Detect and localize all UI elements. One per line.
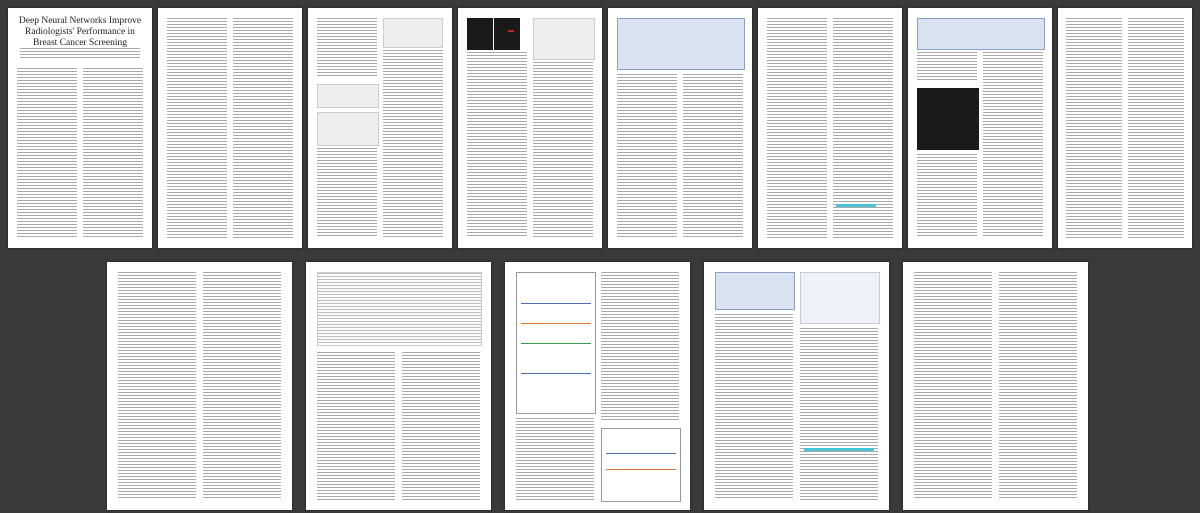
text-column-left xyxy=(516,418,594,500)
references-column-left xyxy=(914,272,992,500)
text-column-left xyxy=(317,18,377,78)
page-9[interactable] xyxy=(107,262,292,510)
text-column-left xyxy=(167,18,227,238)
abstract-column xyxy=(17,68,77,238)
text-column-right xyxy=(601,272,679,422)
text-column-left xyxy=(617,74,677,238)
page-4[interactable] xyxy=(458,8,602,248)
figure-image-icon xyxy=(917,88,979,150)
text-column-left xyxy=(118,272,196,500)
table xyxy=(317,84,379,108)
text-column-right xyxy=(1128,18,1184,238)
diagram-icon xyxy=(533,18,595,60)
lesion-marker xyxy=(508,30,514,32)
page-1[interactable] xyxy=(8,8,152,248)
diagram-icon xyxy=(917,18,1045,50)
text-column-right xyxy=(233,18,293,238)
page-10[interactable] xyxy=(306,262,491,510)
text-column-right xyxy=(533,62,593,238)
text-column-left xyxy=(917,52,977,82)
page-13[interactable] xyxy=(903,262,1088,510)
page-11[interactable] xyxy=(505,262,690,510)
author-list xyxy=(20,48,140,60)
text-column-left-lower xyxy=(917,154,977,238)
text-column-left xyxy=(715,314,793,500)
page-6[interactable] xyxy=(758,8,902,248)
references-column-right xyxy=(999,272,1077,500)
text-column-right xyxy=(383,50,443,238)
equation-column xyxy=(767,18,827,238)
figure-image-icon xyxy=(467,18,493,50)
text-column-right xyxy=(203,272,281,500)
chart-icon xyxy=(516,272,596,414)
figure-image-icon xyxy=(317,112,379,146)
scatter-plot-icon xyxy=(800,272,880,324)
text-column-right xyxy=(402,352,480,500)
diagram-icon xyxy=(617,18,745,70)
paper-title: Deep Neural Networks Improve Radiologists' Performance in Breast Cancer Screening xyxy=(18,16,142,48)
figure-image-icon xyxy=(715,272,795,310)
highlight xyxy=(804,448,874,451)
results-table xyxy=(317,272,482,346)
highlight xyxy=(836,204,876,207)
page-3[interactable] xyxy=(308,8,452,248)
text-column-left xyxy=(1066,18,1122,238)
figure-image-icon xyxy=(494,18,520,50)
text-column-right xyxy=(983,52,1043,238)
figure-image-icon xyxy=(383,18,443,48)
text-column-left xyxy=(467,52,527,238)
page-12[interactable] xyxy=(704,262,889,510)
text-column-right xyxy=(683,74,743,238)
page-2[interactable] xyxy=(158,8,302,248)
text-column-right xyxy=(800,328,878,500)
page-7[interactable] xyxy=(908,8,1052,248)
page-5[interactable] xyxy=(608,8,752,248)
intro-column xyxy=(83,68,143,238)
page-8[interactable] xyxy=(1058,8,1192,248)
chart-icon xyxy=(601,428,681,502)
text-column-left xyxy=(317,352,395,500)
text-column-left-lower xyxy=(317,148,377,238)
